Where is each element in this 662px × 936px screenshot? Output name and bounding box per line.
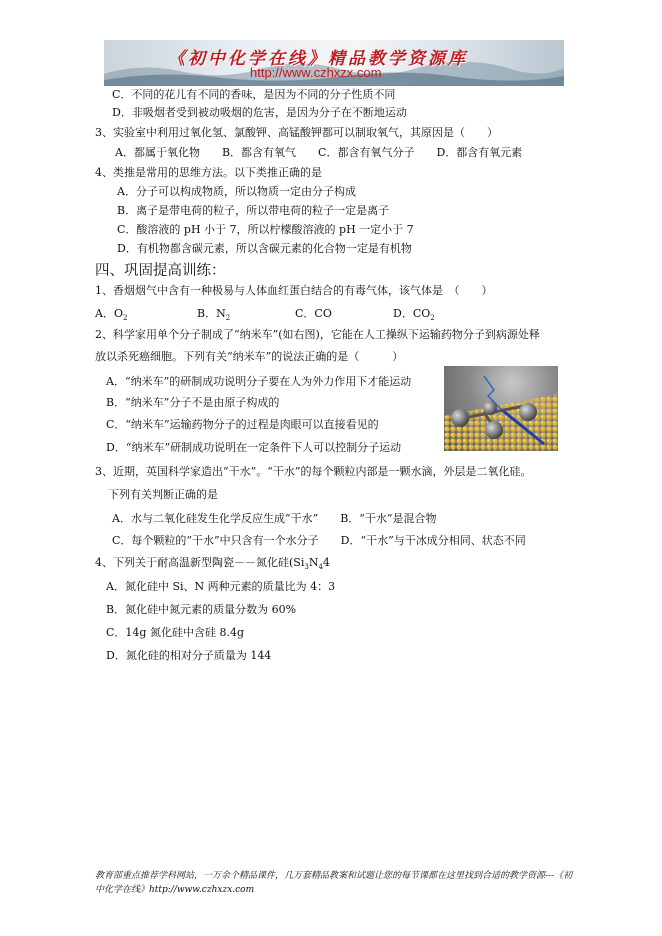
question-stem: 1、香烟烟气中含有一种极易与人体血红蛋白结合的有毒气体，该气体是 （ ）: [95, 284, 493, 297]
option-line: A．氮化硅中 Si、N 两种元素的质量比为 4：3: [106, 580, 336, 593]
question-stem-cont: 下列有关判断正确的是: [108, 488, 218, 501]
option-line: C．每个颗粒的“干水”中只含有一个水分子 D．“干水”与干冰成分相同、状态不同: [112, 534, 526, 547]
question-stem: 放以杀死癌细胞。下列有关“纳米车”的说法正确的是（ ）: [95, 350, 404, 363]
question-stem: 4、类推是常用的思维方法。以下类推正确的是: [95, 166, 322, 179]
option-line: D．氮化硅的相对分子质量为 144: [106, 649, 272, 662]
option-line: C．酸溶液的 pH 小于 7，所以柠檬酸溶液的 pH 一定小于 7: [117, 223, 414, 236]
question-stem: 2、科学家用单个分子制成了“纳米车”(如右图)，它能在人工操纵下运输药物分子到病源处释: [95, 328, 540, 341]
page-footer: 教育部重点推荐学科网站，一万余个精品课件，几万套精品教案和试题让您的每节课都在这里找到合适的教学资源---《初中化学在线》http://www.czhxzx.com: [95, 871, 573, 895]
option-line: A．分子可以构成物质，所以物质一定由分子构成: [117, 185, 356, 198]
option-line: A．都属于氧化物 B．都含有氧气 C．都含有氧气分子 D．都含有氧元素: [115, 146, 523, 159]
option-line: C．14g 氮化硅中含硅 8.4g: [106, 626, 244, 639]
question-stem: 4、下列关于耐高温新型陶瓷－－氮化硅($Si_3N_44$: [95, 556, 330, 572]
banner-url-link[interactable]: http://www.czhxzx.com: [250, 65, 382, 80]
option-line: D．“纳米车”研制成功说明在一定条件下人可以控制分子运动: [106, 441, 402, 454]
option-line: A．水与二氧化硅发生化学反应生成“干水” B．“干水”是混合物: [112, 512, 437, 525]
option-c: C．CO: [295, 307, 332, 320]
question-stem: 3、近期，英国科学家造出“干水”。“干水”的每个颗粒内部是一颗水滴，外层是二氧化硅。: [95, 465, 532, 478]
option-d: D．$CO_2$: [393, 307, 435, 323]
nanocar-image: [444, 366, 558, 451]
nanocar-illustration-icon: [444, 366, 558, 451]
section-heading: 四、巩固提高训练：: [95, 263, 226, 279]
option-b: B．$N_2$: [197, 307, 231, 323]
header-banner: [104, 40, 564, 86]
option-row: [95, 307, 435, 325]
option-line: D．有机物都含碳元素，所以含碳元素的化合物一定是有机物: [117, 242, 412, 255]
option-line: A．“纳米车”的研制成功说明分子要在人为外力作用下才能运动: [106, 375, 412, 388]
option-line: C．“纳米车”运输药物分子的过程是肉眼可以直接看见的: [106, 418, 379, 431]
option-line: C．不同的花儿有不同的香味，是因为不同的分子性质不同: [112, 88, 396, 101]
option-line: B．“纳米车”分子不是由原子构成的: [106, 396, 280, 409]
option-line: B．离子是带电荷的粒子，所以带电荷的粒子一定是离子: [117, 204, 390, 217]
banner-title: 《初中化学在线》精品教学资源库: [168, 49, 468, 69]
option-line: B．氮化硅中氮元素的质量分数为 60%: [106, 603, 297, 616]
question-stem: 3、实验室中利用过氧化氢、氯酸钾、高锰酸钾都可以制取氧气，其原因是（ ）: [95, 126, 498, 139]
option-line: D．非吸烟者受到被动吸烟的危害，是因为分子在不断地运动: [112, 106, 407, 119]
option-a: A．$O_2$: [95, 307, 128, 323]
